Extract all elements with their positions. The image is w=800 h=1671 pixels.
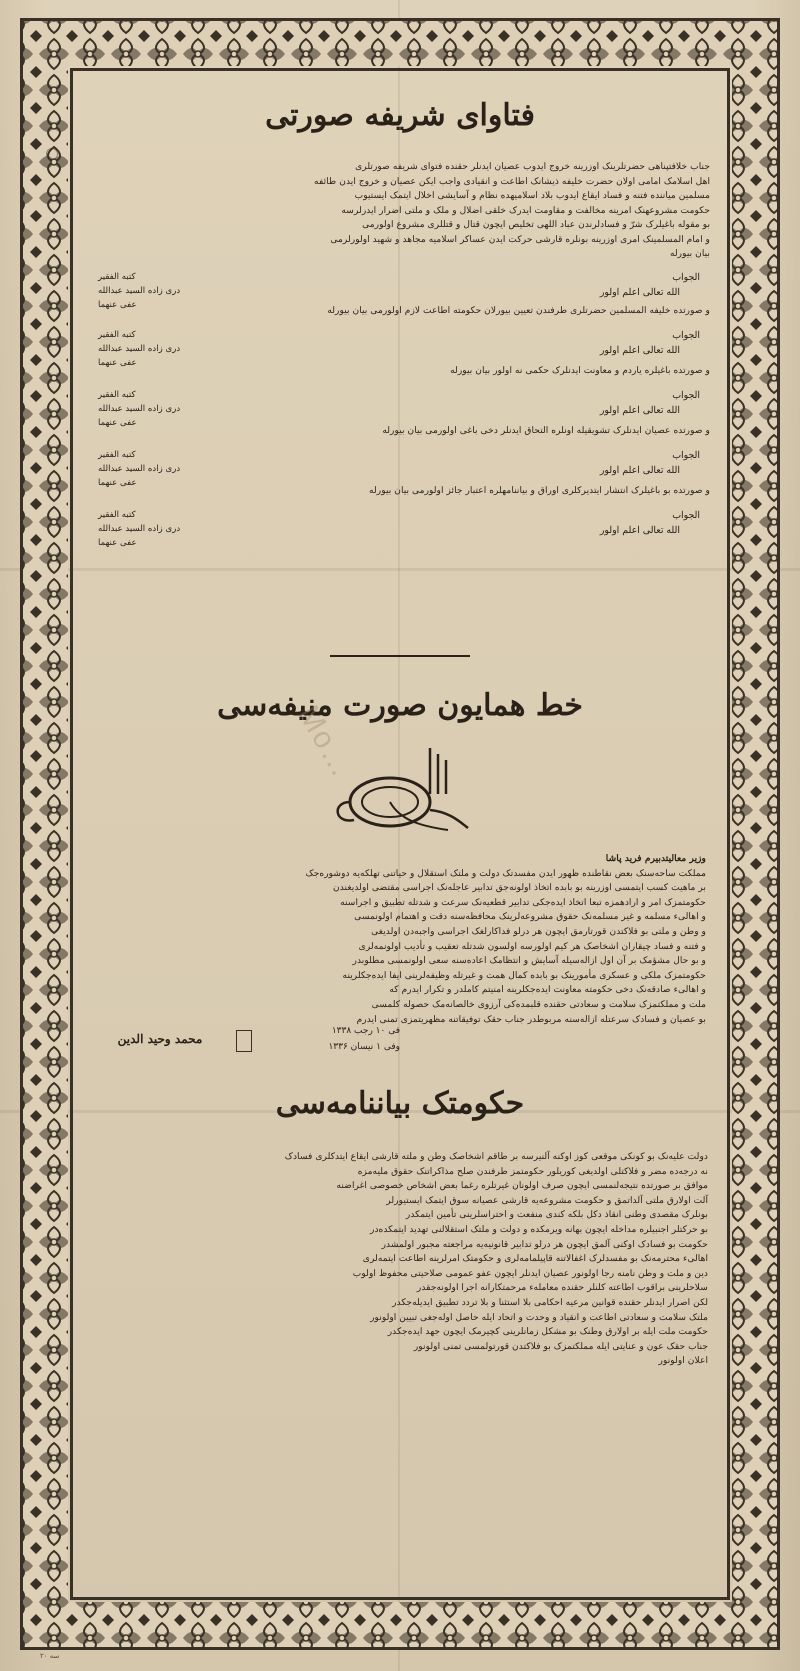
rescript-line: و اهالیء مسلمه و غیر مسلمه‌نک حقوق مشروعه‌لرینک محافظه‌سنه دقت و اهتمام اولونمسی <box>354 911 706 923</box>
proclamation-line: دولت علیه‌نک بو کونکی موقعی کوز اوکنه آلنیرسه بر طاقم اشخاصک وطن و ملته قارشی ایقاع ایتدکلری فسادک <box>284 1151 708 1162</box>
rescript-line: و بو حال مشؤمک بر آن اول ازاله‌سیله آسایش و انتظامک اعاده‌سنه سعی اولونمسی مطلوبدر <box>352 955 706 967</box>
fatwa-intro-line: حکومت مشروعهنک امرینه مخالفت و مقاومت ایدرک خلقی اضلال و ملک و ملتی اضرار ایدرلرسه <box>341 204 710 216</box>
proclamation-line: لکن اصرار ایدنلر حقنده قوانین مرعیه احکامی بلا استثنا و بلا تردد تطبیق ایدیله‌جکدر <box>392 1296 708 1308</box>
proclamation-closing: اعلان اولونور <box>658 1355 708 1367</box>
fatwa-question: و صورتده باغیلره یاردم و معاونت ایدنلرک حکمی نه اولور بیان بیورله <box>450 365 710 376</box>
fatwa-intro-line: جناب خلافتپناهی حضرتلرینک اوزرینه خروج ایدوب عصیان ایدنلر حقنده فتوای شریفه صورتلری <box>355 161 710 172</box>
rescript-line: و وطن و ملتی بو فلاکتدن قورتارمق ایچون هر درلو فداکارلغک اجراسی واجبه‌دن اولدیغی <box>371 925 706 937</box>
answer-text: الله تعالی اعلم اولور <box>599 405 680 416</box>
mufti-signature: کتبه الفقیر دری زاده السید عبدالله عفی عنهما <box>98 390 181 428</box>
fatwa-qa-list <box>92 270 710 570</box>
rescript-line: حکومتمزک ملکی و عسکری مأمورینک بو بابده کمال همت و غیرتله وظیفه‌لرینی ایفا ایده‌جکلرینه <box>342 969 706 981</box>
proclamation-line: جناب حقک عون و عنایتی ایله مملکتمزک بو فلاکتدن قورتولمسی تمنی اولونور <box>413 1340 708 1352</box>
mufti-signature: کتبه الفقیر دری زاده السید عبدالله عفی عنهما <box>98 330 181 368</box>
proclamation-line: نه درجه‌ده مضر و فلاکتلی اولدیغی کوریلور حکومتمز طرفندن صلح مذاکراتنک حقوق ملیه‌مزه <box>357 1165 708 1177</box>
answer-label: الجواب <box>672 390 700 401</box>
date-hijri: فی ۱۰ رجب ۱۳۳۸ <box>331 1026 400 1036</box>
punch-hole <box>46 148 58 160</box>
fatwa-intro-line: بیان بیورله <box>669 248 710 259</box>
section-divider <box>330 655 470 657</box>
proclamation-line: ملتک سلامت و سعادتی اطاعت و انقیاد و وحدت و اتحاد ایله حاصل اوله‌جغی تبیین اولونور <box>370 1311 708 1323</box>
proclamation-line: موافق بر صورتده نتیجه‌لنمسی ایچون صرف اولونان غیرتلره رغما بعض اشخاص خصوصی اغراضنه <box>336 1180 708 1192</box>
answer-text: الله تعالی اعلم اولور <box>599 287 680 298</box>
fatwa-question: و صورتده خلیفه المسلمین حضرتلری طرفندن تعیین بیورلان حکومته اطاعت لازم اولورمی بیان بیورله <box>327 305 710 316</box>
rescript-line: و فتنه و فساد چیقاران اشخاصک هر کیم اولورسه اولسون شدتله تعقیب و تأدیب اولونمه‌لری <box>358 940 706 952</box>
rescript-line: بر ماهیت کسب ایتمسی اوزرینه بو بابده اتخاذ اولونه‌جق تدابیر عاجله‌نک اجراسی مقتضی اولدیغندن <box>332 882 706 894</box>
mufti-signature: کتبه الفقیر دری زاده السید عبدالله عفی عنهما <box>98 510 181 548</box>
date-rumi: وفی ۱ نیسان ۱۳۳۶ <box>328 1042 400 1052</box>
rescript-line: مملکت ساحه‌سنک بعض نقاطنده ظهور ایدن مفسدتک دولت و ملتک استقلال و حیاتنی تهلکه‌یه دوشوره‌جک <box>305 867 706 879</box>
rescript-line: و اهالیء صادقه‌نک دخی حکومته معاونت ایده‌جکلرینه امنیتم کاملدر و تکرار ایدرم که <box>389 984 706 996</box>
fatwa-section-title: فتاوای شریفه صورتی <box>265 98 535 133</box>
fatwa-intro-line: و امام المسلمینک امری اوزرینه بونلره قارشی حرکت ایدن عساکر اسلامیه مجاهد و شهید اولورلرمی <box>330 233 710 245</box>
fatwa-intro-line: اهل اسلامک امامی اولان حضرت خلیفه ذیشانک اطاعت و انقیادی واجب ایکن عصیان و خروج ایدن طائفه <box>314 175 710 187</box>
printer-mark: سه ۲۰ <box>40 1652 60 1660</box>
fatwa-intro <box>92 160 710 262</box>
fatwa-question: و صورتده عصیان ایدنلرک تشویقیله اونلره التحاق ایدنلر دخی باغی اولورمی بیان بیورله <box>382 425 710 436</box>
proclamation-line: حکومت ملت ایله بر اولارق وطنک بو مشکل زمانلرینی کچیرمک ایچون جهد ایده‌جکدر <box>387 1326 708 1338</box>
proclamation-line: بو حرکتلر اجنبیلره مداخله ایچون بهانه ویرمکده و دولت و ملتک استقلالنی تهدید ایتمکده‌در <box>370 1223 708 1235</box>
fatwa-qa-block <box>92 388 710 428</box>
fatwa-qa-block <box>92 328 710 368</box>
mufti-signature: کتبه الفقیر دری زاده السید عبدالله عفی عنهما <box>98 450 181 488</box>
rescript-body <box>96 852 706 1027</box>
fatwa-qa-block <box>92 270 710 310</box>
watermark: Mo… <box>291 700 359 784</box>
sultan-signature: محمد وحید الدین <box>117 1032 203 1046</box>
answer-text: الله تعالی اعلم اولور <box>599 525 680 536</box>
proclamation-line: بونلرک مقصدی وطنی انقاذ دکل بلکه کندی منفعت و احتراسلرینی تأمین ایتمکدر <box>405 1209 708 1221</box>
proclamation-section-title: حکومتک بیاننامه‌سی <box>275 1086 525 1121</box>
answer-label: الجواب <box>672 272 700 283</box>
mufti-signature: کتبه الفقیر دری زاده السید عبدالله عفی عنهما <box>98 272 181 310</box>
rescript-section-title: خط همایون صورت منیفه‌سی <box>217 688 583 723</box>
proclamation-line: سلاحلرینی براقوب اطاعته کلنلر حقنده معامله‌ء مرحمتکارانه اجرا اولونه‌جقدر <box>416 1282 708 1294</box>
rescript-addressee: وزیر معالیتدبیرم فرید پاشا <box>605 853 706 864</box>
answer-label: الجواب <box>672 330 700 341</box>
rescript-line: بو عصیان و فسادک سرعتله ازاله‌سنه مربوطدر جناب حقک توفیقاتنه مظهریتمزی تمنی ایدرم <box>356 1013 706 1025</box>
fatwa-intro-line: مسلمین میاننده فتنه و فساد ایقاع ایدوب بلاد اسلامیهده نظام و آسایشی اخلال ایتمک ایستیوب <box>354 190 710 201</box>
proclamation-line: دین و ملت و وطن نامنه رجا اولونور عصیان ایدنلر ایچون عفو عمومی صلاحیتی محفوظ اولوب <box>352 1267 708 1279</box>
answer-label: الجواب <box>672 510 700 521</box>
rescript-line: حکومتمزک امر و ارادهمزه تبعا اتخاذ ایده‌جکی تدابیر قطعیه‌نک سرعت و شدتله تطبیق و اجراسنه <box>340 896 706 908</box>
seal-stamp <box>236 1030 252 1052</box>
fatwa-question: و صورتده بو باغیلرک انتشار ایتدیرکلری اوراق و بیاننامهلره اعتبار جائز اولورمی بیان بیورله <box>369 485 710 496</box>
fatwa-qa-block <box>92 448 710 488</box>
proclamation-line: اهالیء محترمه‌نک بو مفسدلرک اغفالاتنه قاپیلمامه‌لری و حکومتک امرلرینه اطاعت ایتمه‌لری <box>362 1253 708 1265</box>
answer-label: الجواب <box>672 450 700 461</box>
answer-text: الله تعالی اعلم اولور <box>599 345 680 356</box>
fatwa-qa-block <box>92 508 710 548</box>
answer-text: الله تعالی اعلم اولور <box>599 465 680 476</box>
proclamation-body <box>94 1150 708 1369</box>
fatwa-intro-line: بو مقوله باغیلرک شرّ و فسادلرندن عباد اللهی تخلیص ایچون قتال و قتللری مشروع اولورمی <box>362 219 710 230</box>
rescript-line: ملت و مملکتمزک سلامت و سعادتی حقنده قلبمده‌کی آرزوی خالصانه‌مک حصوله کلمسی <box>371 998 706 1010</box>
proclamation-line: حکومت بو فسادک اوکنی آلمق ایچون هر درلو تدابیر قانونیه‌یه مراجعته مجبور اولمشدر <box>381 1238 708 1250</box>
proclamation-line: آلت اولارق ملتی آلداتمق و حکومت مشروعه‌یه قارشی عصیانه سوق ایتمک ایستیورلر <box>386 1194 708 1206</box>
